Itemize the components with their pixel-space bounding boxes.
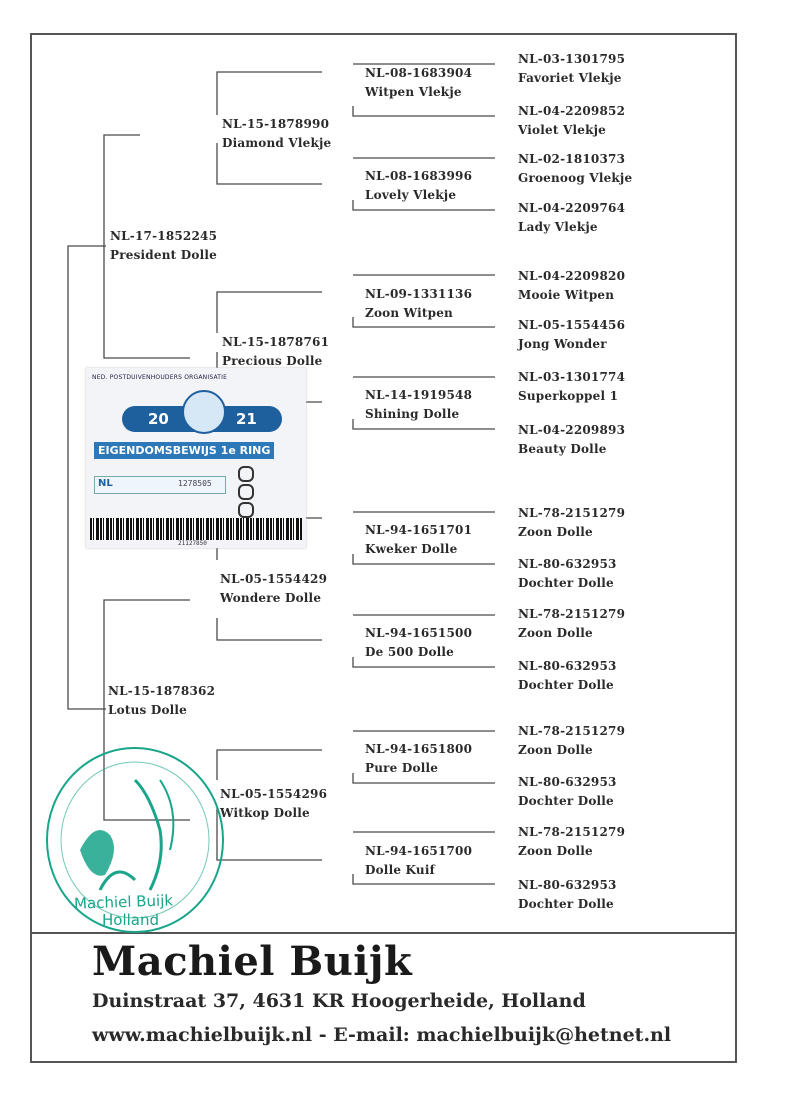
pigeon-g4-8 [518,421,625,459]
ring-number: NL-03-1301795 [518,52,626,66]
pigeon-name: Jong Wonder [518,337,607,351]
ring-number: NL-08-1683996 [365,169,473,183]
pigeon-name: Diamond Vlekje [222,136,332,150]
pigeon-name: Favoriet Vlekje [518,71,622,85]
pigeon-name: Superkoppel 1 [518,389,619,403]
pigeon-name: Wondere Dolle [220,591,322,605]
pigeon-g4-16 [518,876,617,914]
pigeon-name: Dochter Dolle [518,678,614,692]
ring-number: NL-78-2151279 [518,607,626,621]
pigeon-g4-4 [518,199,625,237]
connector [217,72,322,115]
pigeon-name: Lotus Dolle [108,703,188,717]
pigeon-name: Dochter Dolle [518,576,614,590]
pigeon-g4-3 [518,150,632,188]
pigeon-name: Precious Dolle [222,354,323,368]
ring-number: NL-02-1810373 [518,152,626,166]
ring-number: NL-80-632953 [518,878,617,892]
pigeon-g3-2 [365,167,472,205]
ring-number: NL-09-1331136 [365,287,473,301]
connector [217,618,322,640]
pigeon-g4-12 [518,657,617,695]
pigeon-name: Dochter Dolle [518,897,614,911]
ring-number: NL-80-632953 [518,775,617,789]
pigeon-name: Groenoog Vlekje [518,171,633,185]
pigeon-name: Violet Vlekje [518,123,606,137]
ring-number: NL-15-1878362 [108,684,216,698]
ring-number: NL-15-1878761 [222,335,330,349]
sponsor-logo-icon [238,484,254,500]
pigeon-name: Witkop Dolle [220,806,310,820]
pigeon-name: De 500 Dolle [365,645,455,659]
barcode [90,518,302,540]
pigeon-name: Witpen Vlekje [365,85,462,99]
card-organisation: NED. POSTDUIVENHOUDERS ORGANISATIE [92,374,228,381]
ring-number: NL-15-1878990 [222,117,330,131]
ring-number: NL-17-1852245 [110,229,218,243]
ring-number: NL-04-2209820 [518,269,626,283]
card-year-right: 21 [236,410,257,428]
pigeon-g4-10 [518,555,617,593]
ring-number: NL-05-1554296 [220,787,328,801]
breeder-contact[interactable]: www.machielbuijk.nl - E-mail: machielbuijk@hetnet.nl [92,1024,672,1046]
pigeon-name: Zoon Dolle [518,844,593,858]
pigeon-g4-15 [518,823,625,861]
pigeon-g3-6 [365,624,472,662]
ring-number: NL-08-1683904 [365,66,473,80]
stamp-name: Machiel Buijk [73,891,174,913]
pigeon-name: Lady Vlekje [518,220,598,234]
pigeon-g2-1 [222,115,331,153]
pigeon-g3-1 [365,64,472,102]
ring-number: NL-94-1651701 [365,523,473,537]
pigeon-name: Lovely Vlekje [365,188,457,202]
pigeon-name: Zoon Witpen [365,306,453,320]
pigeon-g4-6 [518,316,625,354]
pigeon-name: President Dolle [110,248,217,262]
sponsor-logo-icon [238,502,254,518]
sponsor-logo-icon [238,466,254,482]
pigeon-g4-5 [518,267,625,305]
ring-number: NL-78-2151279 [518,825,626,839]
stamp-place: Holland [102,911,160,929]
pigeon-name: Shining Dolle [365,407,460,421]
ring-number: NL-14-1919548 [365,388,473,402]
pigeon-g2-3 [220,570,327,608]
pigeon-name: Kweker Dolle [365,542,458,556]
pigeon-g3-8 [365,842,472,880]
pigeon-g4-7 [518,368,625,406]
card-title: EIGENDOMSBEWIJS 1e RING [94,442,274,459]
pigeon-g4-14 [518,773,617,811]
pigeon-name: Dolle Kuif [365,863,435,877]
pigeon-g1-2 [108,682,215,720]
pigeon-g4-9 [518,504,625,542]
breeder-address: Duinstraat 37, 4631 KR Hoogerheide, Holland [92,990,586,1012]
ring-number: NL-04-2209764 [518,201,626,215]
pigeon-icon [80,830,114,876]
ring-number: NL-94-1651800 [365,742,473,756]
pigeon-name: Zoon Dolle [518,525,593,539]
pigeon-g2-4 [220,785,327,823]
ring-number: NL-05-1554456 [518,318,626,332]
pigeon-name: Dochter Dolle [518,794,614,808]
pigeon-g4-11 [518,605,625,643]
pigeon-name: Zoon Dolle [518,626,593,640]
ring-ownership-card [86,368,306,548]
ring-number: NL-04-2209852 [518,104,626,118]
pigeon-g3-4 [365,386,472,424]
pigeon-g3-5 [365,521,472,559]
ring-number: NL-94-1651500 [365,626,473,640]
pigeon-g2-2 [222,333,329,371]
ring-number: NL-80-632953 [518,557,617,571]
pigeon-name: Beauty Dolle [518,442,607,456]
ring-number: NL-05-1554429 [220,572,328,586]
breeder-name: Machiel Buijk [92,938,413,985]
barcode-number: 21127850 [178,540,207,547]
connector [217,750,322,780]
card-ring-number: 1278505 [178,479,212,488]
pigeon-g3-7 [365,740,472,778]
ring-number: NL-04-2209893 [518,423,626,437]
pigeon-g4-2 [518,102,625,140]
globe-emblem-icon [182,390,226,434]
ring-number: NL-94-1651700 [365,844,473,858]
pigeon-g4-1 [518,50,625,88]
pigeon-name: Zoon Dolle [518,743,593,757]
pigeon-name: Pure Dolle [365,761,439,775]
pigeon-name: Mooie Witpen [518,288,615,302]
pigeon-g4-13 [518,722,625,760]
ring-number: NL-78-2151279 [518,724,626,738]
connector [353,106,495,116]
pigeon-g1-1 [110,227,217,265]
ring-number: NL-03-1301774 [518,370,626,384]
ring-number: NL-78-2151279 [518,506,626,520]
pigeon-g3-3 [365,285,472,323]
connector [217,292,322,333]
card-year-left: 20 [148,410,169,428]
card-country: NL [98,478,113,489]
ring-number: NL-80-632953 [518,659,617,673]
